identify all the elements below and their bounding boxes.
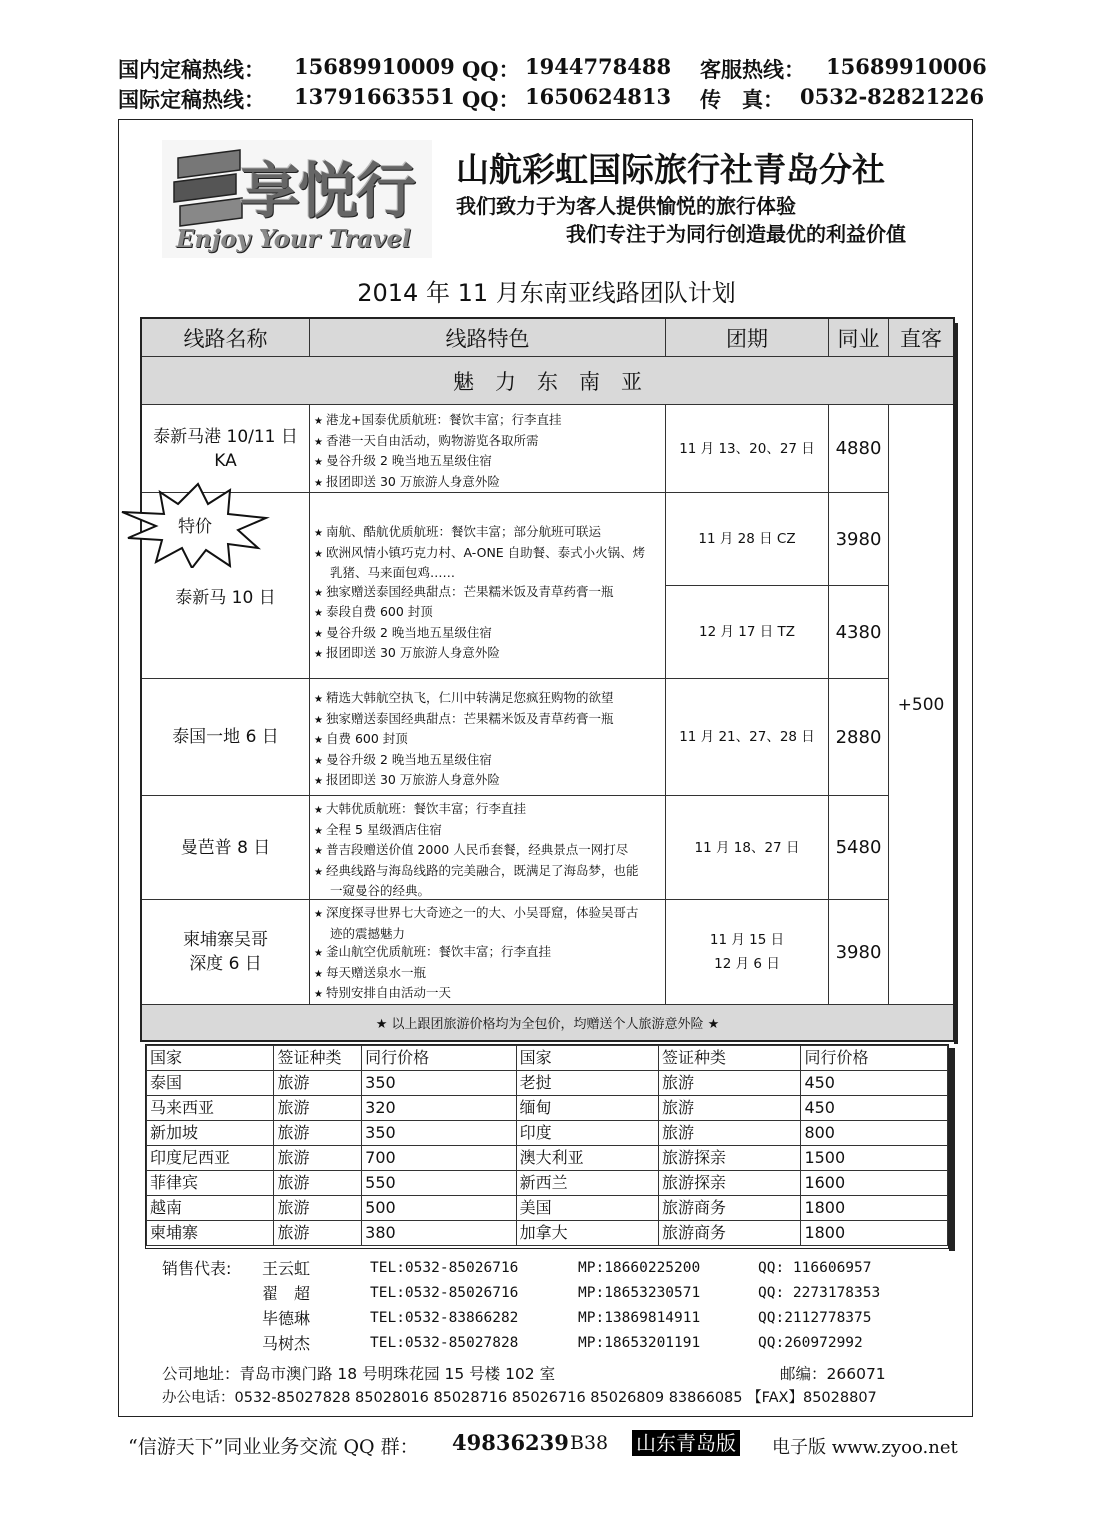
- route-name-3: [142, 679, 310, 796]
- slogan-1: 我们致力于为客人提供愉悦的旅行体验: [456, 194, 796, 218]
- visa-cell: 380: [362, 1221, 516, 1246]
- feature-item: 全程 5 星级酒店住宿: [325, 821, 442, 837]
- star-icon: ★: [314, 477, 323, 489]
- visa-table: [145, 1044, 949, 1249]
- col-header-trade-price: 同业: [829, 319, 889, 357]
- footer-website: 电子版 www.zyoo.net: [772, 1437, 958, 1458]
- col-header-dates: 团期: [666, 319, 829, 357]
- route-dates-5-line1: 11 月 15 日: [709, 932, 785, 948]
- visa-row: [147, 1221, 948, 1246]
- rep-qq: QQ:2112778375: [758, 1310, 872, 1326]
- table-footnote: ★ 以上跟团旅游价格均为全包价，均赠送个人旅游意外险 ★: [142, 1005, 953, 1040]
- route-features-1: [310, 405, 666, 493]
- star-icon: ★: [314, 528, 323, 539]
- visa-cell: 旅游: [274, 1171, 362, 1196]
- feature-item: 精选大韩航空执飞，仁川中转满足您疯狂购物的欲望: [325, 690, 614, 705]
- visa-cell: 旅游商务: [659, 1196, 801, 1221]
- route-dates-3: 11 月 21、27、28 日: [666, 679, 829, 796]
- plan-title: 2014 年 11 月东南亚线路团队计划: [357, 279, 736, 307]
- route-name-3-text: 泰国一地 6 日: [172, 727, 279, 747]
- domestic-hotline-label: 国内定稿热线：: [118, 57, 265, 82]
- logo-chinese-text: 享悦行: [240, 157, 414, 227]
- star-icon: ★: [314, 948, 323, 959]
- visa-cell: 印度尼西亚: [147, 1146, 274, 1171]
- visa-cell: 320: [362, 1096, 516, 1121]
- visa-header-country: 国家: [147, 1046, 274, 1071]
- route-name-5-line1: 柬埔寨吴哥: [183, 930, 268, 950]
- visa-cell: 马来西亚: [147, 1096, 274, 1121]
- rep-mp: MP:18653230571: [578, 1285, 701, 1301]
- route-name-1: [142, 405, 310, 493]
- visa-cell: 泰国: [147, 1071, 274, 1096]
- visa-cell: 550: [362, 1171, 516, 1196]
- visa-cell: 1800: [801, 1196, 948, 1221]
- star-icon: ★: [314, 776, 323, 787]
- visa-cell: 新加坡: [147, 1121, 274, 1146]
- feature-item: 报团即送 30 万旅游人身意外险: [325, 645, 500, 660]
- route-name-5-line2: 深度 6 日: [189, 954, 262, 974]
- visa-cell: 缅甸: [516, 1096, 658, 1121]
- office-phones: 办公电话：0532-85027828 85028016 85028716 85026716 85026809 83866085 【FAX】85028807: [162, 1390, 877, 1406]
- rep-name: 马树杰: [262, 1334, 311, 1353]
- service-hotline-label: 客服热线：: [700, 57, 805, 82]
- star-icon: ★: [314, 416, 323, 427]
- route-dates-4: 11 月 18、27 日: [666, 796, 829, 900]
- col-header-direct-price: 直客: [889, 319, 953, 357]
- feature-item: 港龙+国泰优质航班：餐饮丰富；行李直挂: [325, 412, 562, 427]
- route-name-1-line2: KA: [214, 450, 237, 471]
- service-hotline-number: 15689910006: [826, 54, 987, 79]
- star-icon: ★: [314, 805, 323, 816]
- visa-cell: 500: [362, 1196, 516, 1221]
- visa-cell: 美国: [516, 1196, 658, 1221]
- route-price-2b: 4380: [829, 586, 889, 679]
- feature-item-continued: 一窥曼谷的经典。: [330, 883, 431, 898]
- rep-tel: TEL:0532-85026716: [370, 1285, 519, 1301]
- rep-qq: QQ: 116606957: [758, 1260, 872, 1276]
- route-dates-2b: 12 月 17 日 TZ: [666, 586, 829, 679]
- feature-item: 独家赠送泰国经典甜点：芒果糯米饭及青草药膏一瓶: [325, 583, 614, 599]
- visa-row: [147, 1196, 948, 1221]
- route-dates-5: [666, 900, 829, 1005]
- star-icon: ★: [314, 457, 323, 468]
- logo-english-text: Enjoy Your Travel: [176, 224, 411, 253]
- visa-cell: 350: [362, 1121, 516, 1146]
- footer-slogan: “信游天下”同业业务交流 QQ 群：: [128, 1436, 419, 1458]
- qq2-label: QQ：: [462, 87, 520, 112]
- visa-cell: 澳大利亚: [516, 1146, 658, 1171]
- feature-item: 欧洲风情小镇巧克力村、A-ONE 自助餐、泰式小火锅、烤: [325, 544, 646, 560]
- special-price-badge: [120, 482, 270, 568]
- visa-header-type: 签证种类: [659, 1046, 801, 1071]
- visa-cell: 旅游: [659, 1071, 801, 1096]
- visa-cell: 旅游: [274, 1221, 362, 1246]
- route-features-3: [310, 679, 666, 796]
- postcode: 邮编：266071: [780, 1365, 886, 1383]
- feature-item: 曼谷升级 2 晚当地五星级住宿: [325, 751, 492, 767]
- rep-mp: MP:18653201191: [578, 1335, 701, 1351]
- feature-item: 南航、酷航优质航班：餐饮丰富；部分航班可联运: [325, 524, 601, 539]
- feature-item: 经典线路与海岛线路的完美融合，既满足了海岛梦，也能: [325, 862, 639, 878]
- feature-item: 自费 600 封顶: [325, 731, 408, 746]
- visa-header-row: [147, 1046, 948, 1071]
- visa-cell: 旅游: [274, 1196, 362, 1221]
- rep-name: 王云虹: [262, 1259, 311, 1278]
- route-price-5: 3980: [829, 900, 889, 1005]
- company-address: 公司地址：青岛市澳门路 18 号明珠花园 15 号楼 102 室: [162, 1365, 556, 1383]
- visa-cell: 1800: [801, 1221, 948, 1246]
- visa-cell: 新西兰: [516, 1171, 658, 1196]
- feature-item: 每天赠送泉水一瓶: [325, 964, 426, 980]
- direct-markup: +500: [889, 405, 953, 1005]
- route-price-3: 2880: [829, 679, 889, 796]
- intl-hotline-number: 13791663551: [294, 84, 455, 109]
- star-icon: ★: [314, 909, 323, 920]
- route-name-2-text: 泰新马 10 日: [175, 587, 276, 608]
- route-dates-5-line2: 12 月 6 日: [714, 956, 780, 972]
- route-name-1-line1: 泰新马港 10/11 日: [153, 426, 298, 447]
- route-name-5: [142, 900, 310, 1005]
- company-logo: [162, 140, 432, 258]
- visa-cell: 350: [362, 1071, 516, 1096]
- star-icon: ★: [314, 548, 323, 560]
- route-features-2: [310, 493, 666, 679]
- company-name: 山航彩虹国际旅行社青岛分社: [456, 150, 885, 189]
- star-icon: ★: [314, 649, 323, 660]
- route-dates-1: 11 月 13、20、27 日: [666, 405, 829, 493]
- visa-cell: 老挝: [516, 1071, 658, 1096]
- visa-header-price: 同行价格: [362, 1046, 516, 1071]
- route-features-4: [310, 796, 666, 900]
- visa-grid: [146, 1045, 948, 1246]
- col-header-features: 线路特色: [310, 319, 666, 357]
- star-icon: ★: [314, 436, 323, 448]
- visa-cell: 旅游: [274, 1121, 362, 1146]
- route-name-4: [142, 796, 310, 900]
- feature-item-continued: 乳猪、马来面包鸡……: [330, 565, 456, 580]
- fax-label: 传 真：: [700, 87, 784, 112]
- slogan-2: 我们专注于为同行创造最优的利益价值: [566, 222, 906, 246]
- visa-cell: 菲律宾: [147, 1171, 274, 1196]
- route-table: [140, 317, 955, 1042]
- rep-qq: QQ:260972992: [758, 1335, 863, 1351]
- qq1-label: QQ：: [462, 57, 520, 82]
- footer-page-number: B38: [570, 1432, 609, 1454]
- visa-cell: 旅游: [274, 1146, 362, 1171]
- visa-cell: 印度: [516, 1121, 658, 1146]
- feature-item: 特别安排自由活动一天: [325, 985, 451, 1000]
- feature-item: 泰段自费 600 封顶: [325, 604, 433, 619]
- intl-hotline-label: 国际定稿热线：: [118, 87, 265, 112]
- feature-item: 大韩优质航班：餐饮丰富；行李直挂: [325, 801, 526, 816]
- visa-table-shadow: [949, 1048, 955, 1251]
- visa-cell: 加拿大: [516, 1221, 658, 1246]
- rep-qq: QQ: 2273178353: [758, 1285, 881, 1301]
- visa-cell: 450: [801, 1071, 948, 1096]
- visa-cell: 800: [801, 1121, 948, 1146]
- star-icon: ★: [314, 755, 323, 767]
- rep-name: 翟 超: [262, 1284, 311, 1303]
- visa-cell: 越南: [147, 1196, 274, 1221]
- route-dates-2a: 11 月 28 日 CZ: [666, 493, 829, 586]
- feature-item: 普吉段赠送价值 2000 人民币套餐，经典景点一网打尽: [325, 842, 629, 857]
- feature-item: 釜山航空优质航班：餐饮丰富；行李直挂: [325, 944, 551, 959]
- stacked-books-icon: [170, 148, 250, 228]
- star-icon: ★: [314, 846, 323, 857]
- visa-row: [147, 1071, 948, 1096]
- star-icon: ★: [314, 587, 323, 599]
- route-price-4: 5480: [829, 796, 889, 900]
- feature-item: 深度探寻世界七大奇迹之一的大、小吴哥窟，体验吴哥古: [325, 905, 639, 920]
- rep-tel: TEL:0532-85027828: [370, 1335, 519, 1351]
- rep-name: 毕德琳: [262, 1309, 311, 1328]
- visa-cell: 旅游: [274, 1071, 362, 1096]
- visa-cell: 1500: [801, 1146, 948, 1171]
- special-price-text: 特价: [178, 517, 212, 537]
- star-icon: ★: [314, 989, 323, 1000]
- visa-cell: 450: [801, 1096, 948, 1121]
- star-icon: ★: [314, 628, 323, 640]
- visa-header-country: 国家: [516, 1046, 658, 1071]
- feature-item: 独家赠送泰国经典甜点：芒果糯米饭及青草药膏一瓶: [325, 710, 614, 726]
- star-icon: ★: [314, 968, 323, 980]
- star-icon: ★: [314, 714, 323, 726]
- fax-number: 0532-82821226: [800, 84, 985, 109]
- route-features-5: [310, 900, 666, 1005]
- route-price-2a: 3980: [829, 493, 889, 586]
- feature-item: 报团即送 30 万旅游人身意外险: [325, 473, 500, 489]
- feature-item: 报团即送 30 万旅游人身意外险: [325, 772, 500, 787]
- star-icon: ★: [314, 694, 323, 705]
- rep-mp: MP:13869814911: [578, 1310, 701, 1326]
- star-icon: ★: [314, 735, 323, 746]
- rep-mp: MP:18660225200: [578, 1260, 701, 1276]
- visa-cell: 1600: [801, 1171, 948, 1196]
- rep-tel: TEL:0532-85026716: [370, 1260, 519, 1276]
- visa-header-type: 签证种类: [274, 1046, 362, 1071]
- visa-cell: 700: [362, 1146, 516, 1171]
- domestic-hotline-number: 15689910009: [294, 54, 455, 79]
- route-name-4-text: 曼芭普 8 日: [180, 837, 271, 858]
- feature-item-continued: 迹的震撼魅力: [330, 925, 406, 941]
- visa-row: [147, 1096, 948, 1121]
- visa-cell: 旅游探亲: [659, 1146, 801, 1171]
- visa-cell: 旅游商务: [659, 1221, 801, 1246]
- feature-item: 香港一天自由活动，购物游览各取所需: [325, 432, 539, 448]
- footer-qq-group: 49836239: [452, 1430, 569, 1455]
- route-price-1: 4880: [829, 405, 889, 493]
- feature-item: 曼谷升级 2 晚当地五星级住宿: [325, 453, 492, 468]
- visa-row: [147, 1121, 948, 1146]
- visa-cell: 旅游: [274, 1096, 362, 1121]
- star-icon: ★: [314, 825, 323, 837]
- star-icon: ★: [314, 608, 323, 619]
- feature-item: 曼谷升级 2 晚当地五星级住宿: [325, 624, 492, 640]
- visa-cell: 旅游探亲: [659, 1171, 801, 1196]
- visa-cell: 旅游: [659, 1096, 801, 1121]
- visa-cell: 柬埔寨: [147, 1221, 274, 1246]
- visa-header-price: 同行价格: [801, 1046, 948, 1071]
- qq1-number: 1944778488: [525, 54, 672, 79]
- col-header-route: 线路名称: [142, 319, 310, 357]
- visa-cell: 旅游: [659, 1121, 801, 1146]
- footer-edition-badge: 山东青岛版: [632, 1430, 740, 1456]
- star-icon: ★: [314, 866, 323, 878]
- visa-row: [147, 1146, 948, 1171]
- sales-label: 销售代表:: [162, 1259, 232, 1278]
- qq2-number: 1650624813: [525, 84, 672, 109]
- rep-tel: TEL:0532-83866282: [370, 1310, 519, 1326]
- section-title: 魅 力 东 南 亚: [142, 357, 953, 405]
- table-shadow: [954, 323, 958, 1044]
- visa-row: [147, 1171, 948, 1196]
